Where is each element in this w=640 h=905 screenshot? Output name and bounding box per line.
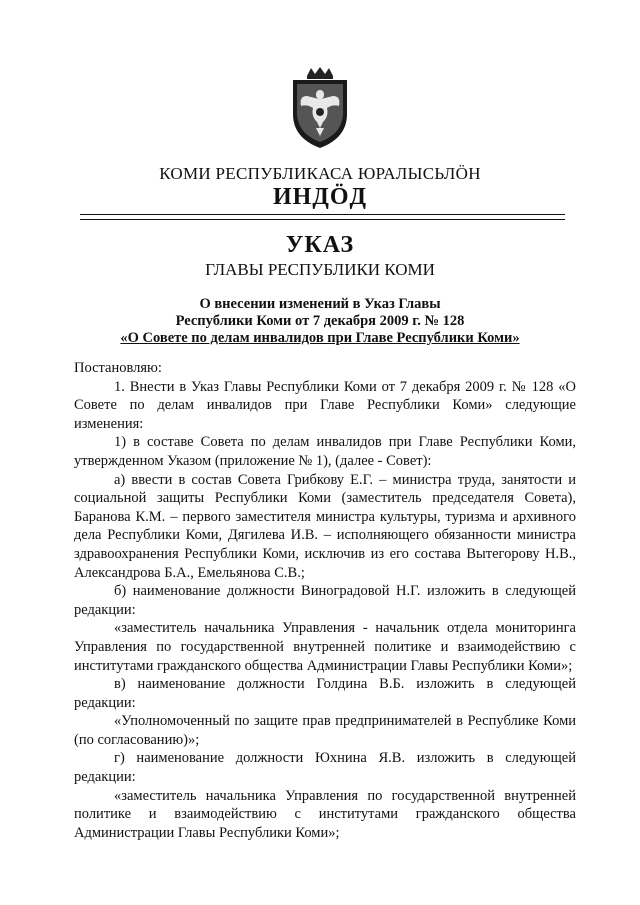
header-indod: ИНДӦД: [272, 184, 368, 210]
decree-heading: [0, 296, 640, 347]
paragraph-quote-b: «заместитель начальника Управления - начальник отдела мониторинга Управления по государственной внутренней политике и взаимодействию с институтами гражданского общества Администрации Главы Республики Коми»;: [74, 620, 576, 674]
decree-body: [74, 359, 576, 842]
paragraph-subitem-1: 1) в составе Совета по делам инвалидов при Главе Республики Коми, утвержденном Указом (приложение № 1), (далее - Совет):: [74, 434, 576, 469]
paragraph-subitem-b: б) наименование должности Виноградовой Н.Г. изложить в следующей редакции:: [74, 583, 576, 618]
header-divider-bottom: [80, 219, 565, 220]
paragraph-quote-v: «Уполномоченный по защите прав предпринимателей в Республике Коми (по согласованию)»;: [74, 713, 576, 748]
paragraph-preamble: Постановляю:: [74, 360, 162, 376]
header-divider-top: [80, 214, 565, 215]
paragraph-item-1: 1. Внести в Указ Главы Республики Коми от 7 декабря 2009 г. № 128 «О Совете по делам инвалидов при Главе Республики Коми» следующие изменения:: [74, 378, 576, 432]
paragraph-subitem-v: в) наименование должности Голдина В.Б. изложить в следующей редакции:: [74, 676, 576, 711]
heading-line-2: Республики Коми от 7 декабря 2009 г. № 128: [175, 313, 465, 329]
paragraph-subitem-g: г) наименование должности Юхнина Я.В. изложить в следующей редакции:: [74, 750, 576, 786]
decree-title: УКАЗ: [285, 232, 355, 258]
komi-coat-of-arms-icon: [289, 66, 351, 150]
heading-line-3: «О Совете по делам инвалидов при Главе Республики Коми»: [120, 330, 520, 346]
paragraph-quote-g: «заместитель начальника Управления по государственной внутренней политике и взаимодействию с институтами гражданского общества Администрации Главы Республики Коми»;: [74, 787, 576, 841]
header-line-komi: КОМИ РЕСПУБЛИКАСА ЮРАЛЫСЬЛӦН: [159, 164, 481, 183]
decree-subtitle: ГЛАВЫ РЕСПУБЛИКИ КОМИ: [205, 260, 435, 279]
paragraph-subitem-a: а) ввести в состав Совета Грибкову Е.Г. – министра труда, занятости и социальной защиты Республики Коми (заместитель председателя Совета), Баранова К.М. – первого заместителя министра культуры, туризма и архивного дела Республики Коми, Дягилева И.В. – исполняющего обязанности министра здравоохранения Республики Коми, исключив из его состава Вытегорову Н.В., Александрова Б.А., Емельянова С.В.;: [74, 471, 576, 581]
heading-line-1: О внесении изменений в Указ Главы: [199, 296, 441, 312]
